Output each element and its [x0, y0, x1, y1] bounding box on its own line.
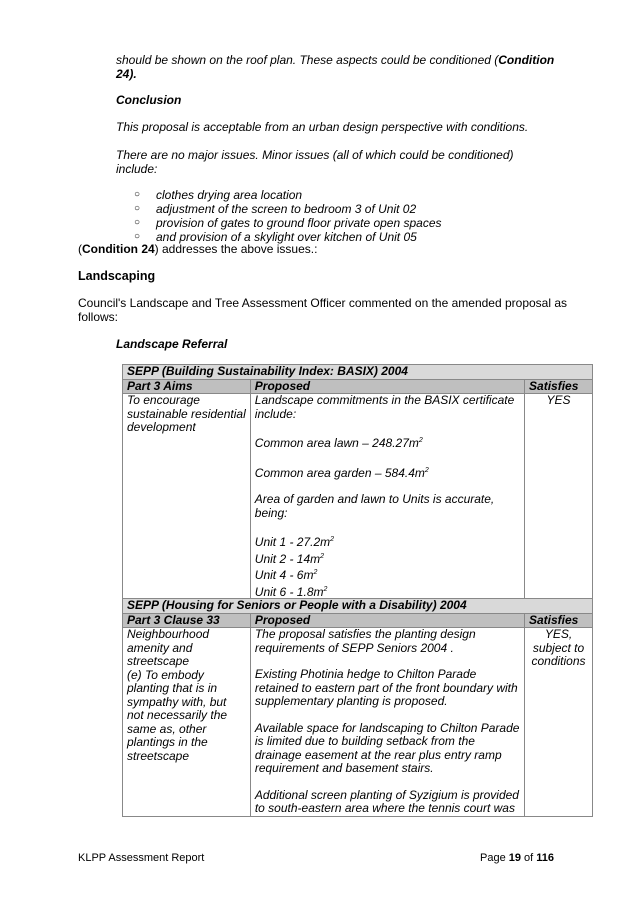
column-header: Part 3 Aims: [123, 379, 251, 394]
proposed-cell: Landscape commitments in the BASIX certificate include: Common area lawn – $248.27m^2$ Common area garden – $584.4m^2$ Area of garden and lawn to Units is accurate, being: Unit $1 - 27.2m^2$ Unit $2 - 14m^2$ Unit $4 - 6m^2$ Unit $6 - 1.8m^2$: [250, 394, 524, 600]
column-header: Satisfies: [525, 613, 593, 628]
satisfies-cell: YES, subject to conditions: [525, 628, 593, 817]
list-item: ○ provision of gates to ground floor private open spaces: [134, 216, 556, 230]
satisfies-cell: YES: [525, 394, 593, 600]
column-header: Part 3 Clause 33: [123, 613, 251, 628]
conclusion-heading: Conclusion: [116, 93, 182, 107]
table-row: [123, 628, 593, 817]
condition-note: (Condition 24) addresses the above issues.:: [78, 242, 318, 256]
issues-list: [134, 188, 556, 244]
list-item: ○ adjustment of the screen to bedroom 3 of Unit 02: [134, 202, 556, 216]
column-header: Proposed: [250, 379, 524, 394]
footer-page-number: Page 19 of 116: [480, 852, 555, 864]
issues-para: There are no major issues. Minor issues (all of which could be conditioned) include:: [116, 148, 514, 176]
landscaping-para: Council's Landscape and Tree Assessment Officer commented on the amended proposal as follows:: [78, 296, 568, 324]
list-item: ○ and provision of a skylight over kitchen of Unit 05: [134, 230, 556, 244]
column-header: Satisfies: [525, 379, 593, 394]
basix-table: [122, 364, 593, 600]
roof-plan-text: should be shown on the roof plan. These aspects could be conditioned (Condition 24).: [116, 53, 555, 81]
intro-block: [116, 53, 556, 244]
table-title: SEPP (Housing for Seniors or People with a Disability) 2004: [123, 599, 593, 614]
seniors-table: [122, 598, 593, 817]
list-item: ○ clothes drying area location: [134, 188, 556, 202]
column-header: Proposed: [250, 613, 524, 628]
proposed-cell: The proposal satisfies the planting design requirements of SEPP Seniors 2004 . Existing Photinia hedge to Chilton Parade retained to eastern part of the front boundary with supplementary planting is proposed. Available space for landscaping to Chilton Parade is limited due to building setback from the drainage easement at the rear plus entry ramp requirement and basement stairs. Additional screen planting of Syzigium is provided to south-eastern area where the tennis court was: [250, 628, 524, 817]
footer-report-name: KLPP Assessment Report: [78, 852, 205, 864]
aim-cell: To encourage sustainable residential development: [123, 394, 251, 600]
table-row: [123, 394, 593, 600]
landscape-referral-heading: Landscape Referral: [116, 337, 228, 351]
clause-cell: Neighbourhood amenity and streetscape (e) To embody planting that is in sympathy with, but not necessarily the same as, other plantings in the streetscape: [123, 628, 251, 817]
table-title: SEPP (Building Sustainability Index: BASIX) 2004: [123, 365, 593, 380]
conclusion-para: This proposal is acceptable from an urban design perspective with conditions.: [116, 120, 529, 134]
landscaping-heading: Landscaping: [78, 269, 156, 283]
